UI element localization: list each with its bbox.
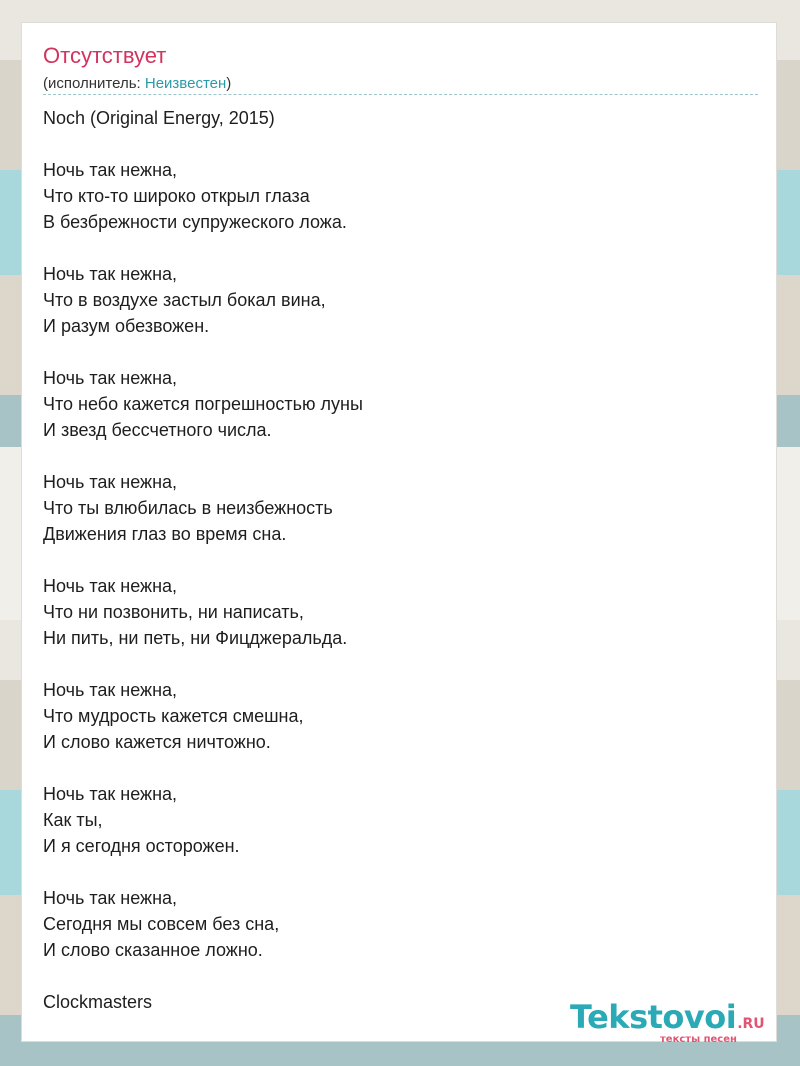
lyrics-line: Что кто-то широко открыл глаза [43,186,310,206]
lyrics-line: Сегодня мы совсем без сна, [43,914,280,934]
lyrics-line: Что в воздухе застыл бокал вина, [43,290,326,310]
lyrics-stanza [43,157,743,235]
lyrics-line: Noch (Original Energy, 2015) [43,108,275,128]
lyrics-stanza [43,365,743,443]
lyrics-line: Движения глаз во время сна. [43,524,287,544]
lyrics-line: И слово сказанное ложно. [43,940,263,960]
lyrics-line: Ночь так нежна, [43,784,178,804]
site-logo[interactable] [570,998,780,1048]
lyrics-line: И я сегодня осторожен. [43,836,240,856]
lyrics-text [43,105,743,1041]
artist-line [43,75,231,92]
lyrics-line: Ночь так нежна, [43,472,178,492]
lyrics-line: Ни пить, ни петь, ни Фицджеральда. [43,628,348,648]
artist-suffix: ) [226,75,232,92]
lyrics-line: Clockmasters [43,992,153,1012]
lyrics-line: Ночь так нежна, [43,264,178,284]
lyrics-stanza [43,469,743,547]
lyrics-line: Что ни позвонить, ни написать, [43,602,304,622]
lyrics-stanza [43,261,743,339]
lyrics-line: И звезд бессчетного числа. [43,420,272,440]
lyrics-line: Ночь так нежна, [43,368,178,388]
divider [43,94,758,95]
lyrics-line: И разум обезвожен. [43,316,210,336]
lyrics-line: И слово кажется ничтожно. [43,732,271,752]
lyrics-line: Ночь так нежна, [43,576,178,596]
lyrics-stanza [43,105,743,131]
song-title: Отсутствует [43,43,167,68]
lyrics-line: Что мудрость кажется смешна, [43,706,304,726]
lyrics-stanza [43,677,743,755]
lyrics-line: Как ты, [43,810,103,830]
lyrics-line: Ночь так нежна, [43,160,178,180]
lyrics-line: Ночь так нежна, [43,888,178,908]
lyrics-stanza [43,573,743,651]
lyrics-card [21,22,777,1045]
lyrics-line: Что ты влюбилась в неизбежность [43,498,333,518]
logo-tagline: тексты песен [660,1034,737,1045]
lyrics-stanza [43,885,743,963]
lyrics-line: В безбрежности супружеского ложа. [43,212,347,232]
logo-wordmark: Tekstovoi [570,998,737,1036]
lyrics-stanza [43,781,743,859]
lyrics-line: Что небо кажется погрешностью луны [43,394,363,414]
lyrics-line: Ночь так нежна, [43,680,178,700]
artist-link[interactable]: Неизвестен [144,75,227,92]
logo-tld: .RU [737,1016,765,1032]
artist-prefix: (исполнитель: [43,75,145,92]
